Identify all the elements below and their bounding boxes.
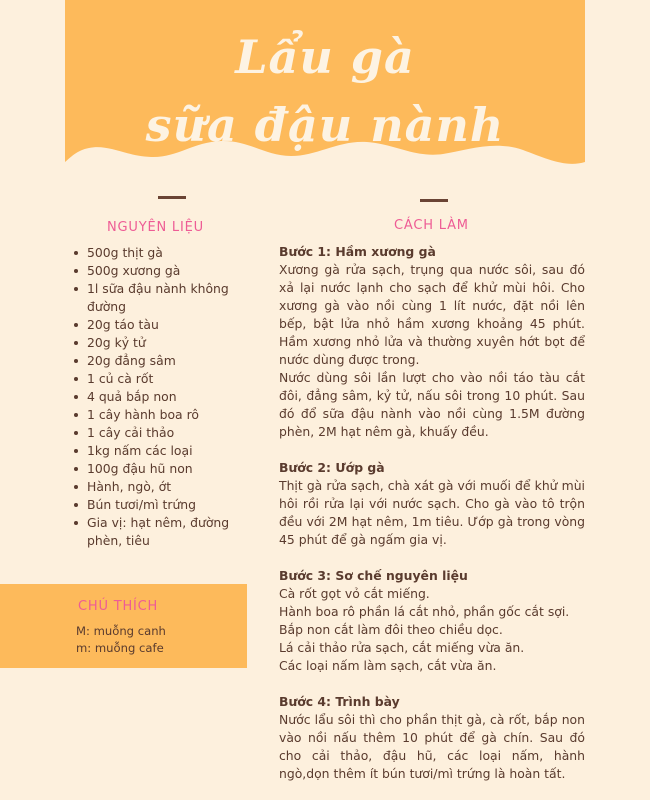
- method-step-1: [279, 243, 585, 441]
- ingredient-item: 20g kỷ tử: [73, 334, 248, 352]
- ingredient-item: 20g đẳng sâm: [73, 352, 248, 370]
- method-heading: CÁCH LÀM: [394, 218, 469, 233]
- step-line: Các loại nấm làm sạch, cắt vừa ăn.: [279, 658, 497, 673]
- recipe-title-line-2: sữa đậu nành: [145, 98, 505, 152]
- step-title: Bước 2: Ướp gà: [279, 460, 385, 475]
- title-banner: [65, 0, 585, 168]
- method-steps: [279, 243, 585, 800]
- ingredient-item: 1 củ cà rốt: [73, 370, 248, 388]
- method-step-4: [279, 693, 585, 783]
- ingredient-item: Bún tươi/mì trứng: [73, 496, 248, 514]
- step-paragraph: Thịt gà rửa sạch, chà xát gà với muối để khử mùi hôi rồi rửa lại với nước sạch. Cho gà vào tô trộn đều với 2M hạt nêm, 1m tiêu. Ướp gà trong vòng 45 phút để gà ngấm gia vị.: [279, 478, 585, 547]
- ingredient-item: 500g thịt gà: [73, 244, 248, 262]
- recipe-title-line-1: Lẩu gà: [235, 30, 415, 84]
- divider-dash-left: [158, 196, 186, 199]
- step-title: Bước 1: Hầm xương gà: [279, 244, 436, 259]
- step-line: Cà rốt gọt vỏ cắt miếng.: [279, 586, 430, 601]
- method-step-3: [279, 567, 585, 675]
- note-line: m: muỗng cafe: [76, 641, 164, 655]
- notes-heading: CHÚ THÍCH: [78, 599, 159, 614]
- step-title: Bước 4: Trình bày: [279, 694, 400, 709]
- ingredient-item: 1 cây hành boa rô: [73, 406, 248, 424]
- step-line: Lá cải thảo rửa sạch, cắt miếng vừa ăn.: [279, 640, 525, 655]
- step-line: Bắp non cắt làm đôi theo chiều dọc.: [279, 622, 503, 637]
- ingredient-item: Gia vị: hạt nêm, đường phèn, tiêu: [73, 514, 248, 550]
- ingredient-item: 4 quả bắp non: [73, 388, 248, 406]
- note-line: M: muỗng canh: [76, 624, 166, 638]
- step-paragraph: Nước lẩu sôi thì cho phần thịt gà, cà rốt, bắp non vào nồi nấu thêm 10 phút để gà chín. Sau đó cho cải thảo, đậu hũ, các loại nấm, hành ngò,dọn thêm ít bún tươi/mì trứng là hoàn tất.: [279, 712, 585, 781]
- step-paragraph: Xương gà rửa sạch, trụng qua nước sôi, sau đó xả lại nước lạnh cho sạch để khử mùi hôi. Cho xương gà vào nồi cùng 1 lít nước, đặt nồi lên bếp, bật lửa nhỏ hầm xương khoảng 45 phút. Hầm xương nhỏ lửa và thường xuyên hớt bọt để nước dùng được trong.: [279, 262, 585, 367]
- ingredient-item: 1kg nấm các loại: [73, 442, 248, 460]
- step-paragraph: Nước dùng sôi lần lượt cho vào nồi táo tàu cắt đôi, đẳng sâm, kỷ tử, nấu sôi trong 10 phút. Sau đó đổ sữa đậu nành vào nồi cùng 1.5M đường phèn, 2M hạt nêm gà, khuấy đều.: [279, 370, 585, 439]
- step-title: Bước 3: Sơ chế nguyên liệu: [279, 568, 468, 583]
- ingredient-item: 1l sữa đậu nành không đường: [73, 280, 248, 316]
- divider-dash-right: [420, 199, 448, 202]
- ingredient-item: 500g xương gà: [73, 262, 248, 280]
- ingredient-item: 100g đậu hũ non: [73, 460, 248, 478]
- ingredient-item: 20g táo tàu: [73, 316, 248, 334]
- ingredient-item: Hành, ngò, ớt: [73, 478, 248, 496]
- notes-lines: [76, 623, 166, 657]
- ingredients-list: [73, 244, 248, 550]
- ingredients-heading: NGUYÊN LIỆU: [107, 220, 204, 235]
- method-step-2: [279, 459, 585, 549]
- step-line: Hành boa rô phần lá cắt nhỏ, phần gốc cắt sợi.: [279, 604, 570, 619]
- ingredient-item: 1 cây cải thảo: [73, 424, 248, 442]
